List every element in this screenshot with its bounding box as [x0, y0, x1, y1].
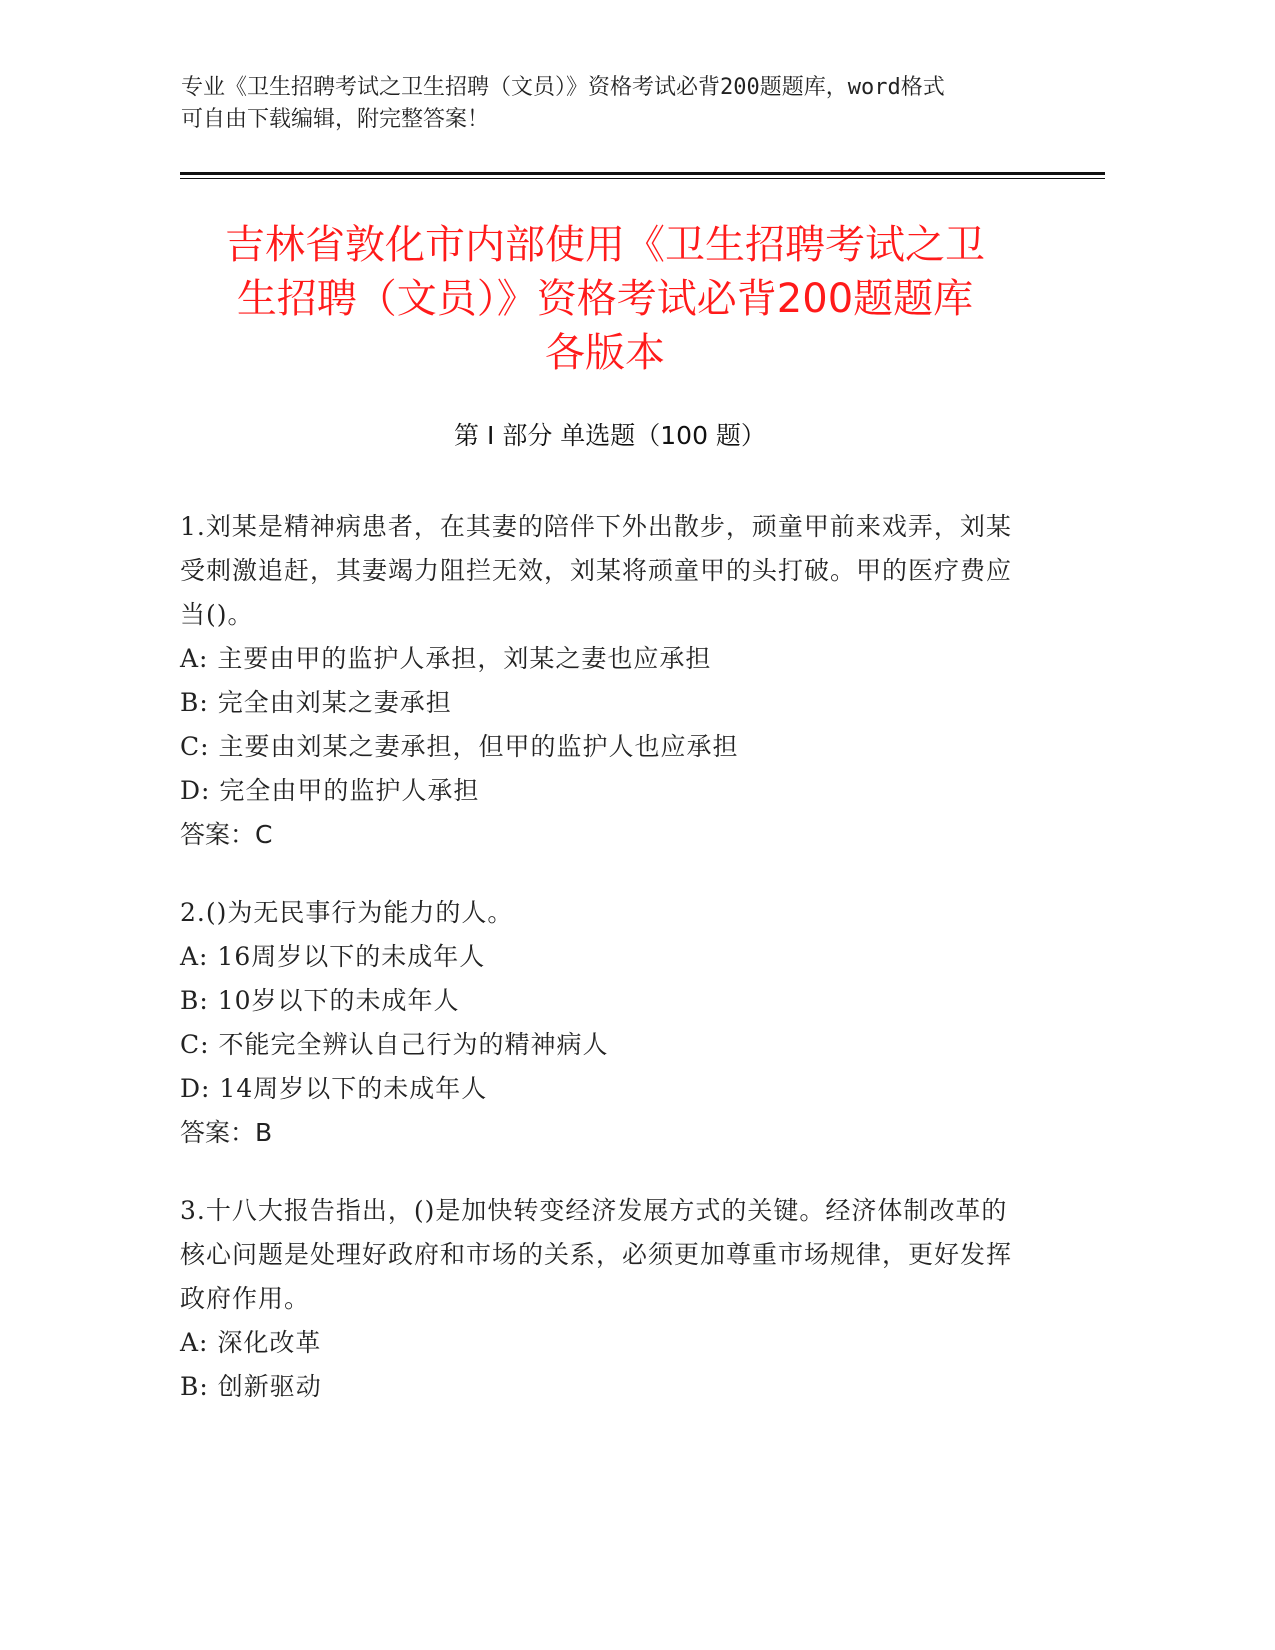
option-c: C: 主要由刘某之妻承担，但甲的监护人也应承担: [180, 732, 739, 761]
document-title: [170, 218, 1040, 380]
question-1: [180, 505, 1030, 857]
answer: 答案：B: [180, 1118, 273, 1147]
header-rule-thin: [180, 178, 1105, 179]
option-b: B: 创新驱动: [180, 1372, 322, 1401]
question-list: [180, 505, 1030, 1443]
option-d: D: 14周岁以下的未成年人: [180, 1074, 488, 1103]
question-3: [180, 1189, 1030, 1409]
option-a: A: 深化改革: [180, 1328, 322, 1357]
option-a: A: 16周岁以下的未成年人: [180, 942, 486, 971]
question-stem: 2.()为无民事行为能力的人。: [180, 898, 514, 927]
header-note-line-1: 专业《卫生招聘考试之卫生招聘（文员）》资格考试必背200题题库，word格式: [181, 75, 945, 100]
header-note: [181, 72, 1041, 136]
answer: 答案：C: [180, 820, 273, 849]
question-2: [180, 891, 1030, 1155]
option-d: D: 完全由甲的监护人承担: [180, 776, 480, 805]
document-title-line-3: 各版本: [545, 330, 665, 376]
option-b: B: 完全由刘某之妻承担: [180, 688, 452, 717]
header-note-line-2: 可自由下载编辑，附完整答案！: [181, 107, 490, 132]
option-a: A: 主要由甲的监护人承担，刘某之妻也应承担: [180, 644, 712, 673]
option-b: B: 10岁以下的未成年人: [180, 986, 460, 1015]
question-stem: 1.刘某是精神病患者，在其妻的陪伴下外出散步，顽童甲前来戏弄，刘某受刺激追赶，其妻竭力阻拦无效，刘某将顽童甲的头打破。甲的医疗费应当()。: [180, 512, 1013, 629]
section-title: 第 I 部分 单选题（100 题）: [454, 421, 766, 450]
header-rule-thick: [180, 172, 1105, 175]
option-c: C: 不能完全辨认自己行为的精神病人: [180, 1030, 609, 1059]
document-title-line-2: 生招聘（文员）》资格考试必背200题题库: [236, 276, 974, 322]
question-stem: 3.十八大报告指出，()是加快转变经济发展方式的关键。经济体制改革的核心问题是处理好政府和市场的关系，必须更加尊重市场规律，更好发挥政府作用。: [180, 1196, 1013, 1313]
document-title-line-1: 吉林省敦化市内部使用《卫生招聘考试之卫: [225, 222, 985, 268]
